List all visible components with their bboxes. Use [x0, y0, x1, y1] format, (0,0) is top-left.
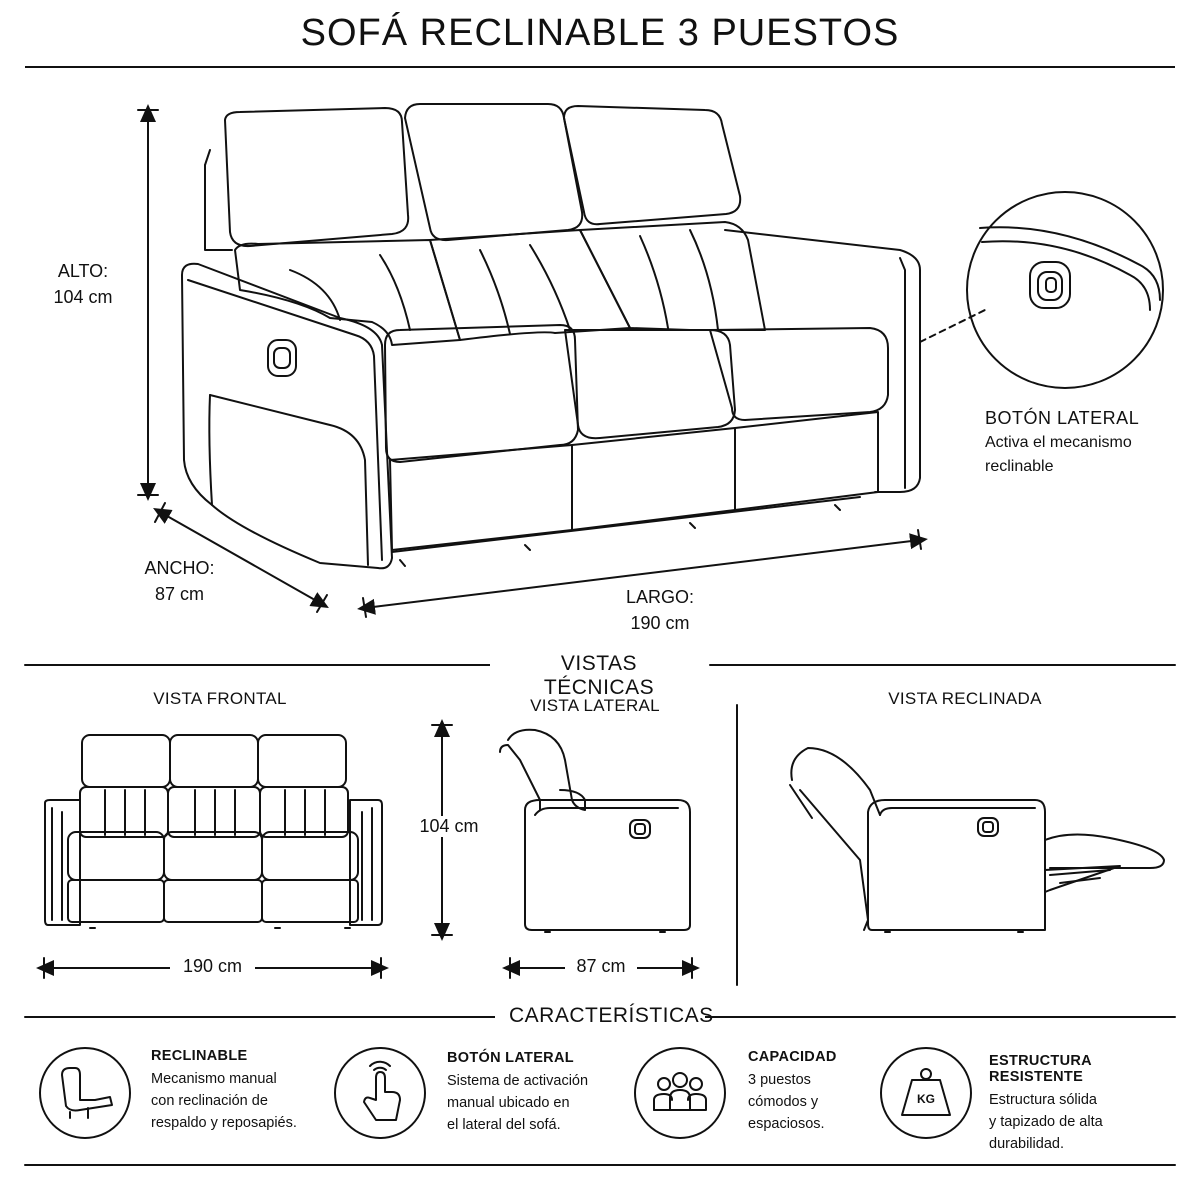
- feature-line: cómodos y: [748, 1094, 819, 1110]
- reclined-view-illustration: [790, 748, 1164, 932]
- feature-line: Mecanismo manual: [151, 1071, 277, 1087]
- largo-value: 190 cm: [630, 613, 690, 633]
- alto-label: ALTO:: [57, 261, 109, 281]
- front-view-label: VISTA FRONTAL: [153, 689, 287, 708]
- lever-detail-callout: [967, 192, 1163, 388]
- feature-title: BOTÓN LATERAL: [447, 1050, 574, 1066]
- lever-callout-text: [985, 408, 1185, 479]
- feature-line: con reclinación de: [151, 1093, 268, 1109]
- side-view-label: VISTA LATERAL: [530, 696, 660, 715]
- side-depth-value: 87 cm: [565, 956, 637, 977]
- feature-line: espaciosos.: [748, 1116, 825, 1132]
- feature-capacity: [748, 1049, 868, 1135]
- front-view-illustration: [45, 735, 382, 928]
- feature-line: Sistema de activación: [447, 1073, 589, 1089]
- technical-views-heading: VISTAS TÉCNICAS: [490, 652, 708, 700]
- callout-line-1: Activa el mecanismo: [985, 434, 1132, 451]
- recliner-icon: [40, 1048, 130, 1138]
- ancho-value: 87 cm: [154, 584, 205, 604]
- callout-leader-line: [920, 310, 985, 342]
- feature-reclinable: [151, 1048, 326, 1134]
- feature-line: manual ubicado en: [447, 1095, 570, 1111]
- feature-title: ESTRUCTURA RESISTENTE: [989, 1053, 1092, 1085]
- features-heading: CARACTERÍSTICAS: [495, 1004, 705, 1028]
- height-dimension-line: [138, 110, 158, 495]
- feature-line: y tapizado de alta: [989, 1114, 1103, 1130]
- sofa-main-illustration: [182, 104, 920, 568]
- feature-line: respaldo y reposapiés.: [151, 1115, 297, 1131]
- alto-value: 104 cm: [53, 287, 113, 307]
- people-icon: [635, 1048, 725, 1138]
- largo-label: LARGO:: [625, 587, 695, 607]
- feature-side-button: [447, 1050, 622, 1136]
- callout-line-2: reclinable: [985, 458, 1054, 475]
- feature-line: el lateral del sofá.: [447, 1117, 561, 1133]
- front-width-value: 190 cm: [170, 956, 255, 977]
- feature-line: Estructura sólida: [989, 1092, 1097, 1108]
- feature-line: durabilidad.: [989, 1136, 1064, 1152]
- side-height-value: 104 cm: [407, 816, 491, 837]
- feature-title: CAPACIDAD: [748, 1049, 837, 1065]
- callout-title: BOTÓN LATERAL: [985, 408, 1140, 428]
- side-view-illustration: [500, 730, 690, 932]
- ancho-label: ANCHO:: [144, 558, 215, 578]
- kg-text: KG: [917, 1092, 935, 1106]
- feature-line: 3 puestos: [748, 1072, 811, 1088]
- feature-structure: [989, 1053, 1189, 1155]
- page-title: SOFÁ RECLINABLE 3 PUESTOS: [300, 12, 900, 54]
- reclined-view-label: VISTA RECLINADA: [888, 689, 1042, 708]
- finger-press-icon: [335, 1048, 425, 1138]
- feature-title: RECLINABLE: [151, 1048, 248, 1064]
